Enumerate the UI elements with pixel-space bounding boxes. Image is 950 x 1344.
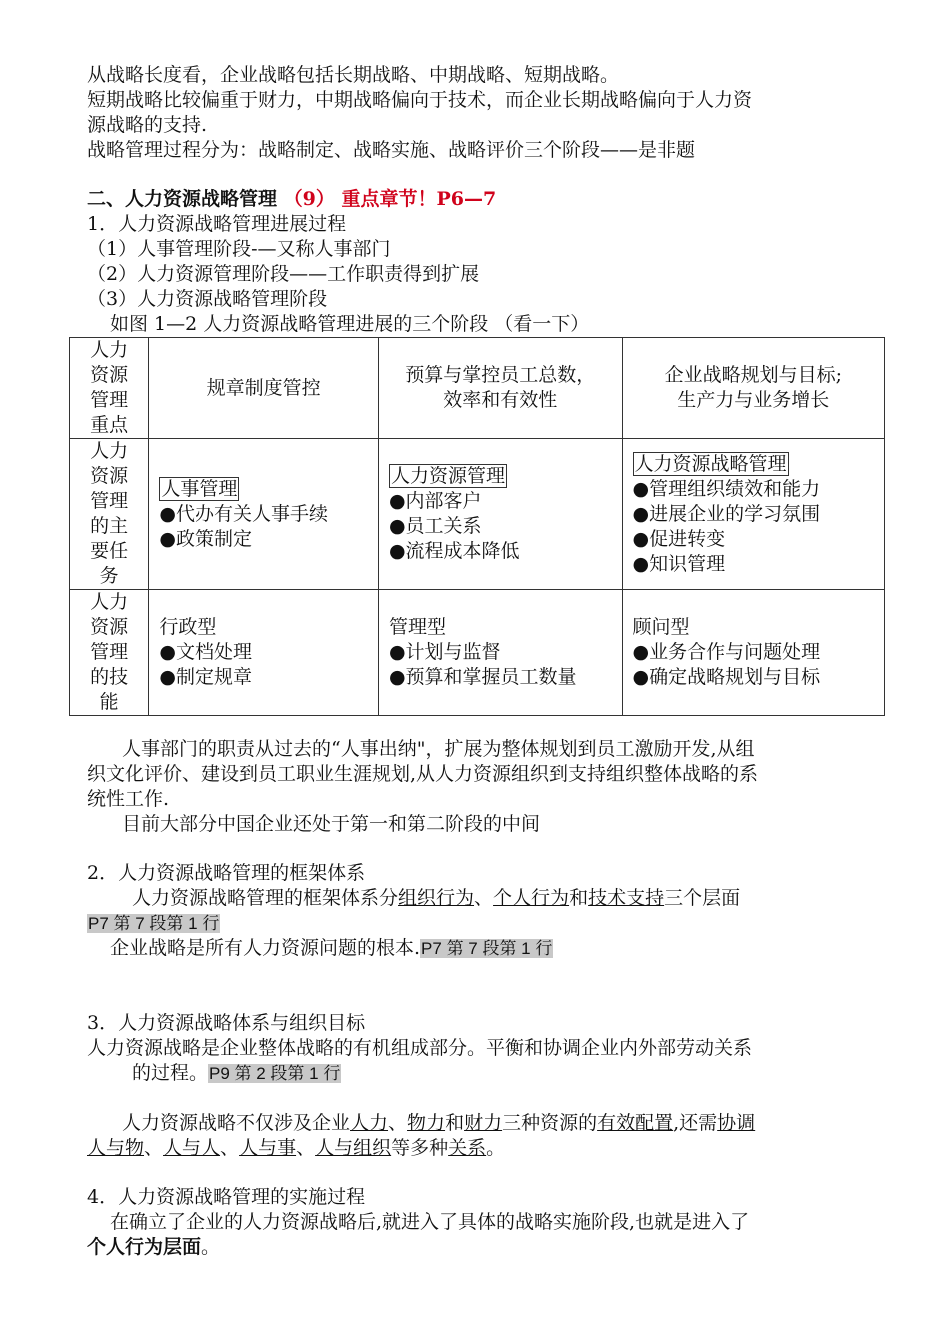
text-run: 人力资源战略不仅涉及企业 [122, 1112, 351, 1134]
framework-line [132, 886, 740, 911]
list-item: ●知识管理 [632, 552, 726, 575]
text-run: 、 [220, 1137, 240, 1159]
tasks-stage-3 [622, 439, 884, 590]
text-run: 。 [201, 1236, 221, 1258]
text-run: 的过程。 [132, 1062, 209, 1084]
underlined-term: 协调 [717, 1112, 756, 1134]
text-run: 三个层面 [664, 887, 741, 909]
root-line [110, 936, 553, 961]
stage-3-line: （3）人力资源战略管理阶段 [87, 288, 328, 310]
header-text: 管理 [90, 641, 129, 663]
table-row [70, 439, 885, 590]
list-item: ●政策制定 [159, 527, 252, 550]
subsection-2-title: 2．人力资源战略管理的框架体系 [87, 862, 366, 884]
list-item: ●业务合作与问题处理 [632, 641, 821, 663]
list-item: ●文档处理 [159, 641, 252, 663]
row-header-skills [70, 590, 149, 716]
underlined-term: 人力 [350, 1112, 389, 1134]
header-text: 能 [99, 691, 119, 713]
paragraph-1-line-3: 统性工作. [87, 788, 170, 810]
section-4-line-1: 在确立了企业的人力资源战略后,就进入了具体的战略实施阶段,也就是进入了 [110, 1211, 750, 1233]
stage-title-box: 人力资源管理 [390, 465, 505, 487]
table-row [70, 590, 885, 716]
text-run: 和 [569, 887, 589, 909]
header-text: 资源 [90, 364, 129, 386]
header-text: 资源 [90, 465, 129, 487]
list-item: ●计划与监督 [388, 641, 501, 663]
section-3-line-2 [132, 1061, 341, 1086]
intro-line-1: 从战略长度看，企业战略包括长期战略、中期战略、短期战略。 [87, 64, 620, 86]
section-4-line-2 [87, 1235, 220, 1260]
page-reference: P7 第 7 段第 1 行 [88, 914, 220, 933]
stage-title-box: 人事管理 [161, 477, 238, 500]
skills-stage-3 [622, 590, 884, 716]
cell-text: 生产力与业务增长 [677, 389, 830, 411]
underlined-term: 关系 [448, 1137, 487, 1159]
text-run: 人力资源战略管理的框架体系分 [132, 887, 399, 909]
text-run: 企业战略是所有人力资源问题的根本. [110, 937, 421, 959]
intro-line-3: 源战略的支持. [87, 114, 208, 136]
section-3-line-1: 人力资源战略是企业整体战略的有机组成部分。平衡和协调企业内外部劳动关系 [87, 1037, 753, 1059]
underlined-term: 技术支持 [588, 887, 665, 909]
bold-term: 个人行为层面 [87, 1236, 202, 1258]
list-item: ●管理组织绩效和能力 [632, 477, 821, 500]
intro-line-4: 战略管理过程分为：战略制定、战略实施、战略评价三个阶段——是非题 [87, 139, 696, 161]
header-text: 资源 [90, 616, 129, 638]
underlined-term: 人与人 [163, 1137, 221, 1159]
underlined-term: 人与物 [87, 1137, 145, 1159]
header-text: 人力 [90, 591, 129, 613]
section-2-heading [87, 187, 496, 212]
hr-stages-table [69, 337, 885, 716]
header-text: 务 [99, 565, 119, 587]
figure-caption: 如图 1—2 人力资源战略管理进展的三个阶段 （看一下） [110, 313, 590, 335]
header-text: 人力 [90, 440, 129, 462]
text-run: 。 [486, 1137, 506, 1159]
underlined-term: 人与事 [239, 1137, 297, 1159]
list-item: ●流程成本降低 [388, 540, 520, 562]
header-text: 管理 [90, 490, 129, 512]
focus-stage-1 [149, 338, 379, 439]
skill-type: 行政型 [159, 616, 217, 638]
focus-stage-3 [622, 338, 884, 439]
subsection-4-title: 4．人力资源战略管理的实施过程 [87, 1186, 366, 1208]
paragraph-1-line-1: 人事部门的职责从过去的“人事出纳"，扩展为整体规划到员工激励开发,从组 [122, 738, 755, 760]
resources-line-2 [87, 1136, 505, 1161]
list-item: ●员工关系 [388, 515, 482, 537]
stage-1-line: （1）人事管理阶段-—又称人事部门 [87, 238, 391, 260]
header-text: 的主 [90, 515, 129, 537]
list-item: ●制定规章 [159, 666, 252, 688]
underlined-term: 有效配置 [597, 1112, 674, 1134]
header-text: 要任 [90, 540, 129, 562]
row-header-tasks [70, 439, 149, 590]
intro-line-2: 短期战略比较偏重于财力，中期战略偏向于技术，而企业长期战略偏向于人力资 [87, 89, 753, 111]
skill-type: 顾问型 [632, 616, 690, 638]
skills-stage-1 [149, 590, 379, 716]
text-run: 三种资源的 [502, 1112, 598, 1134]
list-item: ●进展企业的学习氛围 [632, 502, 821, 525]
list-item: ●内部客户 [388, 490, 482, 512]
text-run: 、 [144, 1137, 164, 1159]
skill-type: 管理型 [388, 616, 446, 638]
focus-stage-2 [378, 338, 622, 439]
stage-2-line: （2）人力资源管理阶段——工作职责得到扩展 [87, 263, 480, 285]
list-item: ●预算和掌握员工数量 [388, 666, 577, 688]
header-text: 人力 [90, 339, 129, 361]
text-run: 等多种 [391, 1137, 449, 1159]
underlined-term: 组织行为 [398, 887, 475, 909]
stage-title-box: 人力资源战略管理 [634, 452, 787, 475]
underlined-term: 物力 [407, 1112, 446, 1134]
text-run: 、 [296, 1137, 316, 1159]
paragraph-1-line-2: 织文化评价、建设到员工职业生涯规划,从人力资源组织到支持组织整体战略的系 [87, 763, 759, 785]
text-run: 和 [445, 1112, 465, 1134]
header-text: 的技 [90, 666, 129, 688]
cell-text: 企业战略规划与目标; [664, 364, 842, 386]
underlined-term: 财力 [464, 1112, 503, 1134]
subsection-1-title: 1．人力资源战略管理进展过程 [87, 213, 347, 235]
underlined-term: 个人行为 [493, 887, 570, 909]
list-item: ●代办有关人事手续 [159, 502, 328, 525]
tasks-stage-2 [378, 439, 622, 590]
text-run: 、 [474, 887, 494, 909]
cell-text: 规章制度管控 [206, 376, 321, 399]
header-text: 重点 [90, 414, 129, 436]
subsection-3-title: 3．人力资源战略体系与组织目标 [87, 1012, 366, 1034]
section-2-title: 二、人力资源战略管理 [87, 188, 278, 210]
text-run: ,还需 [673, 1112, 718, 1134]
skills-stage-2 [378, 590, 622, 716]
page-reference: P9 第 2 段第 1 行 [209, 1064, 341, 1083]
header-text: 管理 [90, 389, 129, 411]
page-reference-line [87, 911, 220, 936]
tasks-stage-1 [149, 439, 379, 590]
row-header-focus [70, 338, 149, 439]
underlined-term: 人与组织 [315, 1137, 392, 1159]
resources-line-1 [122, 1111, 755, 1136]
table-row [70, 338, 885, 439]
list-item: ●确定战略规划与目标 [632, 666, 821, 688]
list-item: ●促进转变 [632, 527, 726, 550]
paragraph-2: 目前大部分中国企业还处于第一和第二阶段的中间 [122, 813, 541, 835]
page-reference: P7 第 7 段第 1 行 [421, 939, 553, 958]
cell-text: 预算与掌控员工总数， [405, 364, 596, 386]
key-chapter-badge: （9） 重点章节！P6—7 [283, 188, 497, 210]
cell-text: 效率和有效性 [443, 389, 558, 411]
text-run: 、 [388, 1112, 408, 1134]
